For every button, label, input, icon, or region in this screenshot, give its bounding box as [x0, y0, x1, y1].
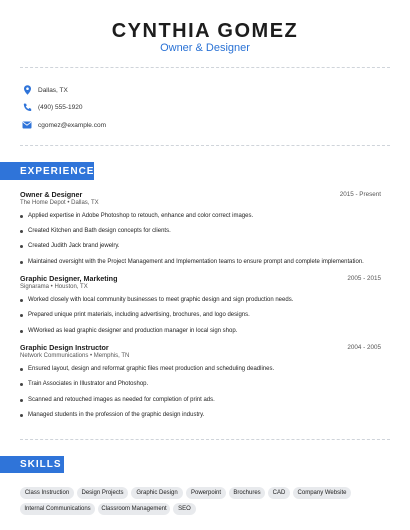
bullet-item: Created Judith Jack brand jewelry. [20, 243, 390, 249]
skill-chip: Internal Communications [20, 503, 95, 515]
skill-chip: SEO [173, 503, 196, 515]
bullet-item: Worked closely with local community businesses to meet graphic design and sign production needs. [20, 297, 390, 303]
contact-email [20, 118, 107, 132]
skill-chip: Graphic Design [131, 487, 183, 499]
job-company: Signarama • Houston, TX [20, 284, 88, 290]
skill-chip: Brochures [229, 487, 265, 499]
skill-chip: Class Instruction [20, 487, 74, 499]
contact-location [20, 83, 68, 97]
skill-chip: Company Website [293, 487, 351, 499]
skill-chip: Classroom Management [98, 503, 170, 515]
phone-icon [20, 100, 34, 114]
bullet-item: Created Kitchen and Bath design concepts for clients. [20, 228, 390, 234]
bullet-item: Prepared unique print materials, including advertising, brochures, and logo designs. [20, 312, 390, 318]
job-role: Graphic Design Instructor [20, 343, 109, 352]
bullet-item: Train Associates in Illustrator and Photoshop. [20, 381, 390, 387]
job-dates: 2015 - Present [339, 191, 381, 198]
phone-text: (490) 555-1920 [38, 103, 83, 111]
divider [20, 439, 390, 440]
location-text: Dallas, TX [38, 86, 68, 94]
experience-heading: EXPERIENCE [0, 162, 94, 180]
bullet-item: WWorked as lead graphic designer and production manager in local sign shop. [20, 328, 390, 334]
location-pin-icon [20, 83, 34, 97]
job-role: Graphic Designer, Marketing [20, 274, 118, 283]
job-title-subheading: Owner & Designer [160, 42, 250, 54]
job-role: Owner & Designer [20, 190, 83, 199]
skills-heading: SKILLS [0, 456, 64, 473]
job-dates: 2005 - 2015 [347, 275, 381, 282]
email-text: cgomez@example.com [38, 121, 107, 129]
job-company: The Home Depot • Dallas, TX [20, 200, 99, 206]
bullet-item: Applied expertise in Adobe Photoshop to retouch, enhance and color correct images. [20, 213, 390, 219]
job-company: Network Communications • Memphis, TN [20, 353, 130, 359]
contact-phone [20, 100, 83, 114]
email-icon [20, 118, 34, 132]
skill-chip: CAD [268, 487, 290, 499]
bullet-item: Maintained oversight with the Project Management and Implementation teams to ensure prompt and complete implementation. [20, 259, 390, 265]
bullet-item: Scanned and retouched images as needed for completion of print ads. [20, 397, 390, 403]
bullet-item: Ensured layout, design and reformat graphic files meet production and scheduling deadlines. [20, 366, 390, 372]
skill-chip: Design Projects [77, 487, 128, 499]
divider [20, 67, 390, 68]
person-name: CYNTHIA GOMEZ [111, 20, 299, 42]
skill-chip: Powerpoint [186, 487, 226, 499]
job-dates: 2004 - 2005 [347, 344, 381, 351]
bullet-item: Managed students in the profession of the graphic design industry. [20, 412, 390, 418]
divider [20, 145, 390, 146]
